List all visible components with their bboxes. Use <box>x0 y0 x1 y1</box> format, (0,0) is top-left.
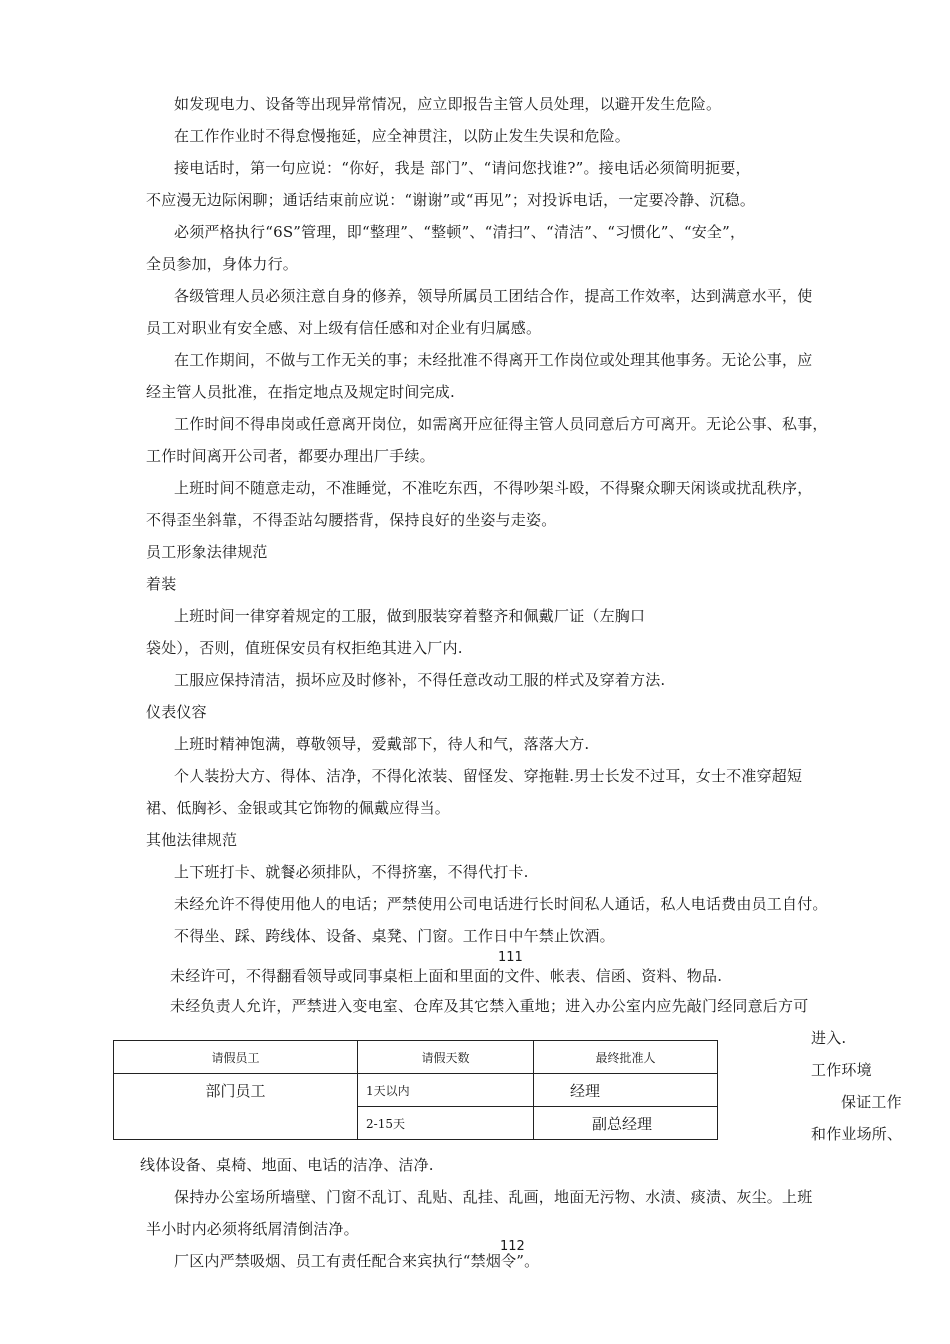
text-line: 上班时间不随意走动，不准睡觉，不准吃东西，不得吵架斗殴，不得聚众聊天闲谈或扰乱秩序， <box>174 479 813 497</box>
text-line: 保证工作 <box>841 1093 902 1111</box>
text-line: 不得坐、踩、跨线体、设备、桌凳、门窗。工作日中午禁止饮酒。 <box>174 927 615 945</box>
text-line: 各级管理人员必须注意自身的修养，领导所属员工团结合作，提高工作效率，达到满意水平，使 <box>174 287 813 305</box>
text-line: 工作时间不得串岗或任意离开岗位，如需离开应征得主管人员同意后方可离开。无论公事、私事， <box>174 415 828 433</box>
table-cell-days: 1天以内 <box>358 1074 534 1107</box>
text-line: 上班时精神饱满，尊敬领导，爱戴部下，待人和气，落落大方. <box>174 735 590 753</box>
table-cell-days: 2-15天 <box>358 1107 534 1140</box>
text-line: 全员参加，身体力行。 <box>146 255 299 273</box>
text-line: 上班时间一律穿着规定的工服，做到服装穿着整齐和佩戴厂证（左胸口 <box>174 607 646 625</box>
table-cell-employee: 部门员工 <box>114 1074 358 1140</box>
section-heading: 其他法律规范 <box>146 831 238 849</box>
text-line: 接电话时，第一句应说：“你好，我是 部门”、“请问您找谁?”。接电话必须简明扼要， <box>174 159 751 177</box>
text-line: 在工作期间，不做与工作无关的事；未经批准不得离开工作岗位或处理其他事务。无论公事，应 <box>174 351 813 369</box>
text-line: 未经负责人允许，严禁进入变电室、仓库及其它禁入重地；进入办公室内应先敲门经同意后方可 <box>170 997 809 1015</box>
table-header-cell: 请假员工 <box>114 1041 358 1074</box>
table-header-cell: 请假天数 <box>358 1041 534 1074</box>
text-line: 在工作作业时不得怠慢拖延，应全神贯注，以防止发生失误和危险。 <box>174 127 631 145</box>
text-line: 进入. <box>811 1029 847 1047</box>
table-cell-approver: 副总经理 <box>534 1107 718 1140</box>
text-line: 工作时间离开公司者，都要办理出厂手续。 <box>146 447 435 465</box>
text-line: 不得歪坐斜靠，不得歪站勾腰搭背，保持良好的坐姿与走姿。 <box>146 511 557 529</box>
table-row <box>114 1074 718 1107</box>
table-header-row <box>114 1041 718 1074</box>
text-line: 未经允许不得使用他人的电话；严禁使用公司电话进行长时间私人通话，私人电话费由员工自付。 <box>174 895 828 913</box>
table-header-cell: 最终批准人 <box>534 1041 718 1074</box>
text-line: 员工对职业有安全感、对上级有信任感和对企业有归属感。 <box>146 319 542 337</box>
page-number: 111 <box>498 950 523 965</box>
text-line: 未经许可，不得翻看领导或同事桌柜上面和里面的文件、帐表、信函、资料、物品. <box>170 967 723 985</box>
section-heading: 着装 <box>146 575 177 593</box>
text-line: 线体设备、桌椅、地面、电话的洁净、洁净. <box>140 1156 434 1174</box>
text-line: 如发现电力、设备等出现异常情况，应立即报告主管人员处理，以避开发生危险。 <box>174 95 722 113</box>
section-heading: 仪表仪容 <box>146 703 207 721</box>
table-cell-approver: 经理 <box>534 1074 718 1107</box>
text-line: 和作业场所、 <box>811 1125 903 1143</box>
text-line: 经主管人员批准，在指定地点及规定时间完成. <box>146 383 455 401</box>
text-line: 工服应保持清洁，损坏应及时修补，不得任意改动工服的样式及穿着方法. <box>174 671 666 689</box>
text-line: 袋处），否则，值班保安员有权拒绝其进入厂内. <box>146 639 463 657</box>
section-heading: 员工形象法律规范 <box>146 543 268 561</box>
text-line: 半小时内必须将纸屑清倒洁净。 <box>146 1220 359 1238</box>
text-line: 不应漫无边际闲聊；通话结束前应说：“谢谢”或“再见”；对投诉电话，一定要冷静、沉稳。 <box>146 191 756 209</box>
page-number: 112 <box>500 1239 525 1254</box>
text-line: 个人装扮大方、得体、洁净，不得化浓装、留怪发、穿拖鞋.男士长发不过耳，女士不准穿超短 <box>174 767 803 785</box>
section-heading: 工作环境 <box>811 1061 872 1079</box>
text-line: 厂区内严禁吸烟、员工有责任配合来宾执行“禁烟令”。 <box>174 1252 540 1270</box>
leave-approval-table <box>113 1040 718 1140</box>
text-line: 保持办公室场所墙壁、门窗不乱订、乱贴、乱挂、乱画，地面无污物、水渍、痰渍、灰尘。上班 <box>174 1188 813 1206</box>
text-line: 必须严格执行“6S”管理，即“整理”、“整顿”、“清扫”、“清洁”、“习惯化”、“安全”， <box>174 223 746 241</box>
text-line: 上下班打卡、就餐必须排队，不得挤塞，不得代打卡. <box>174 863 529 881</box>
text-line: 裙、低胸衫、金银或其它饰物的佩戴应得当。 <box>146 799 451 817</box>
